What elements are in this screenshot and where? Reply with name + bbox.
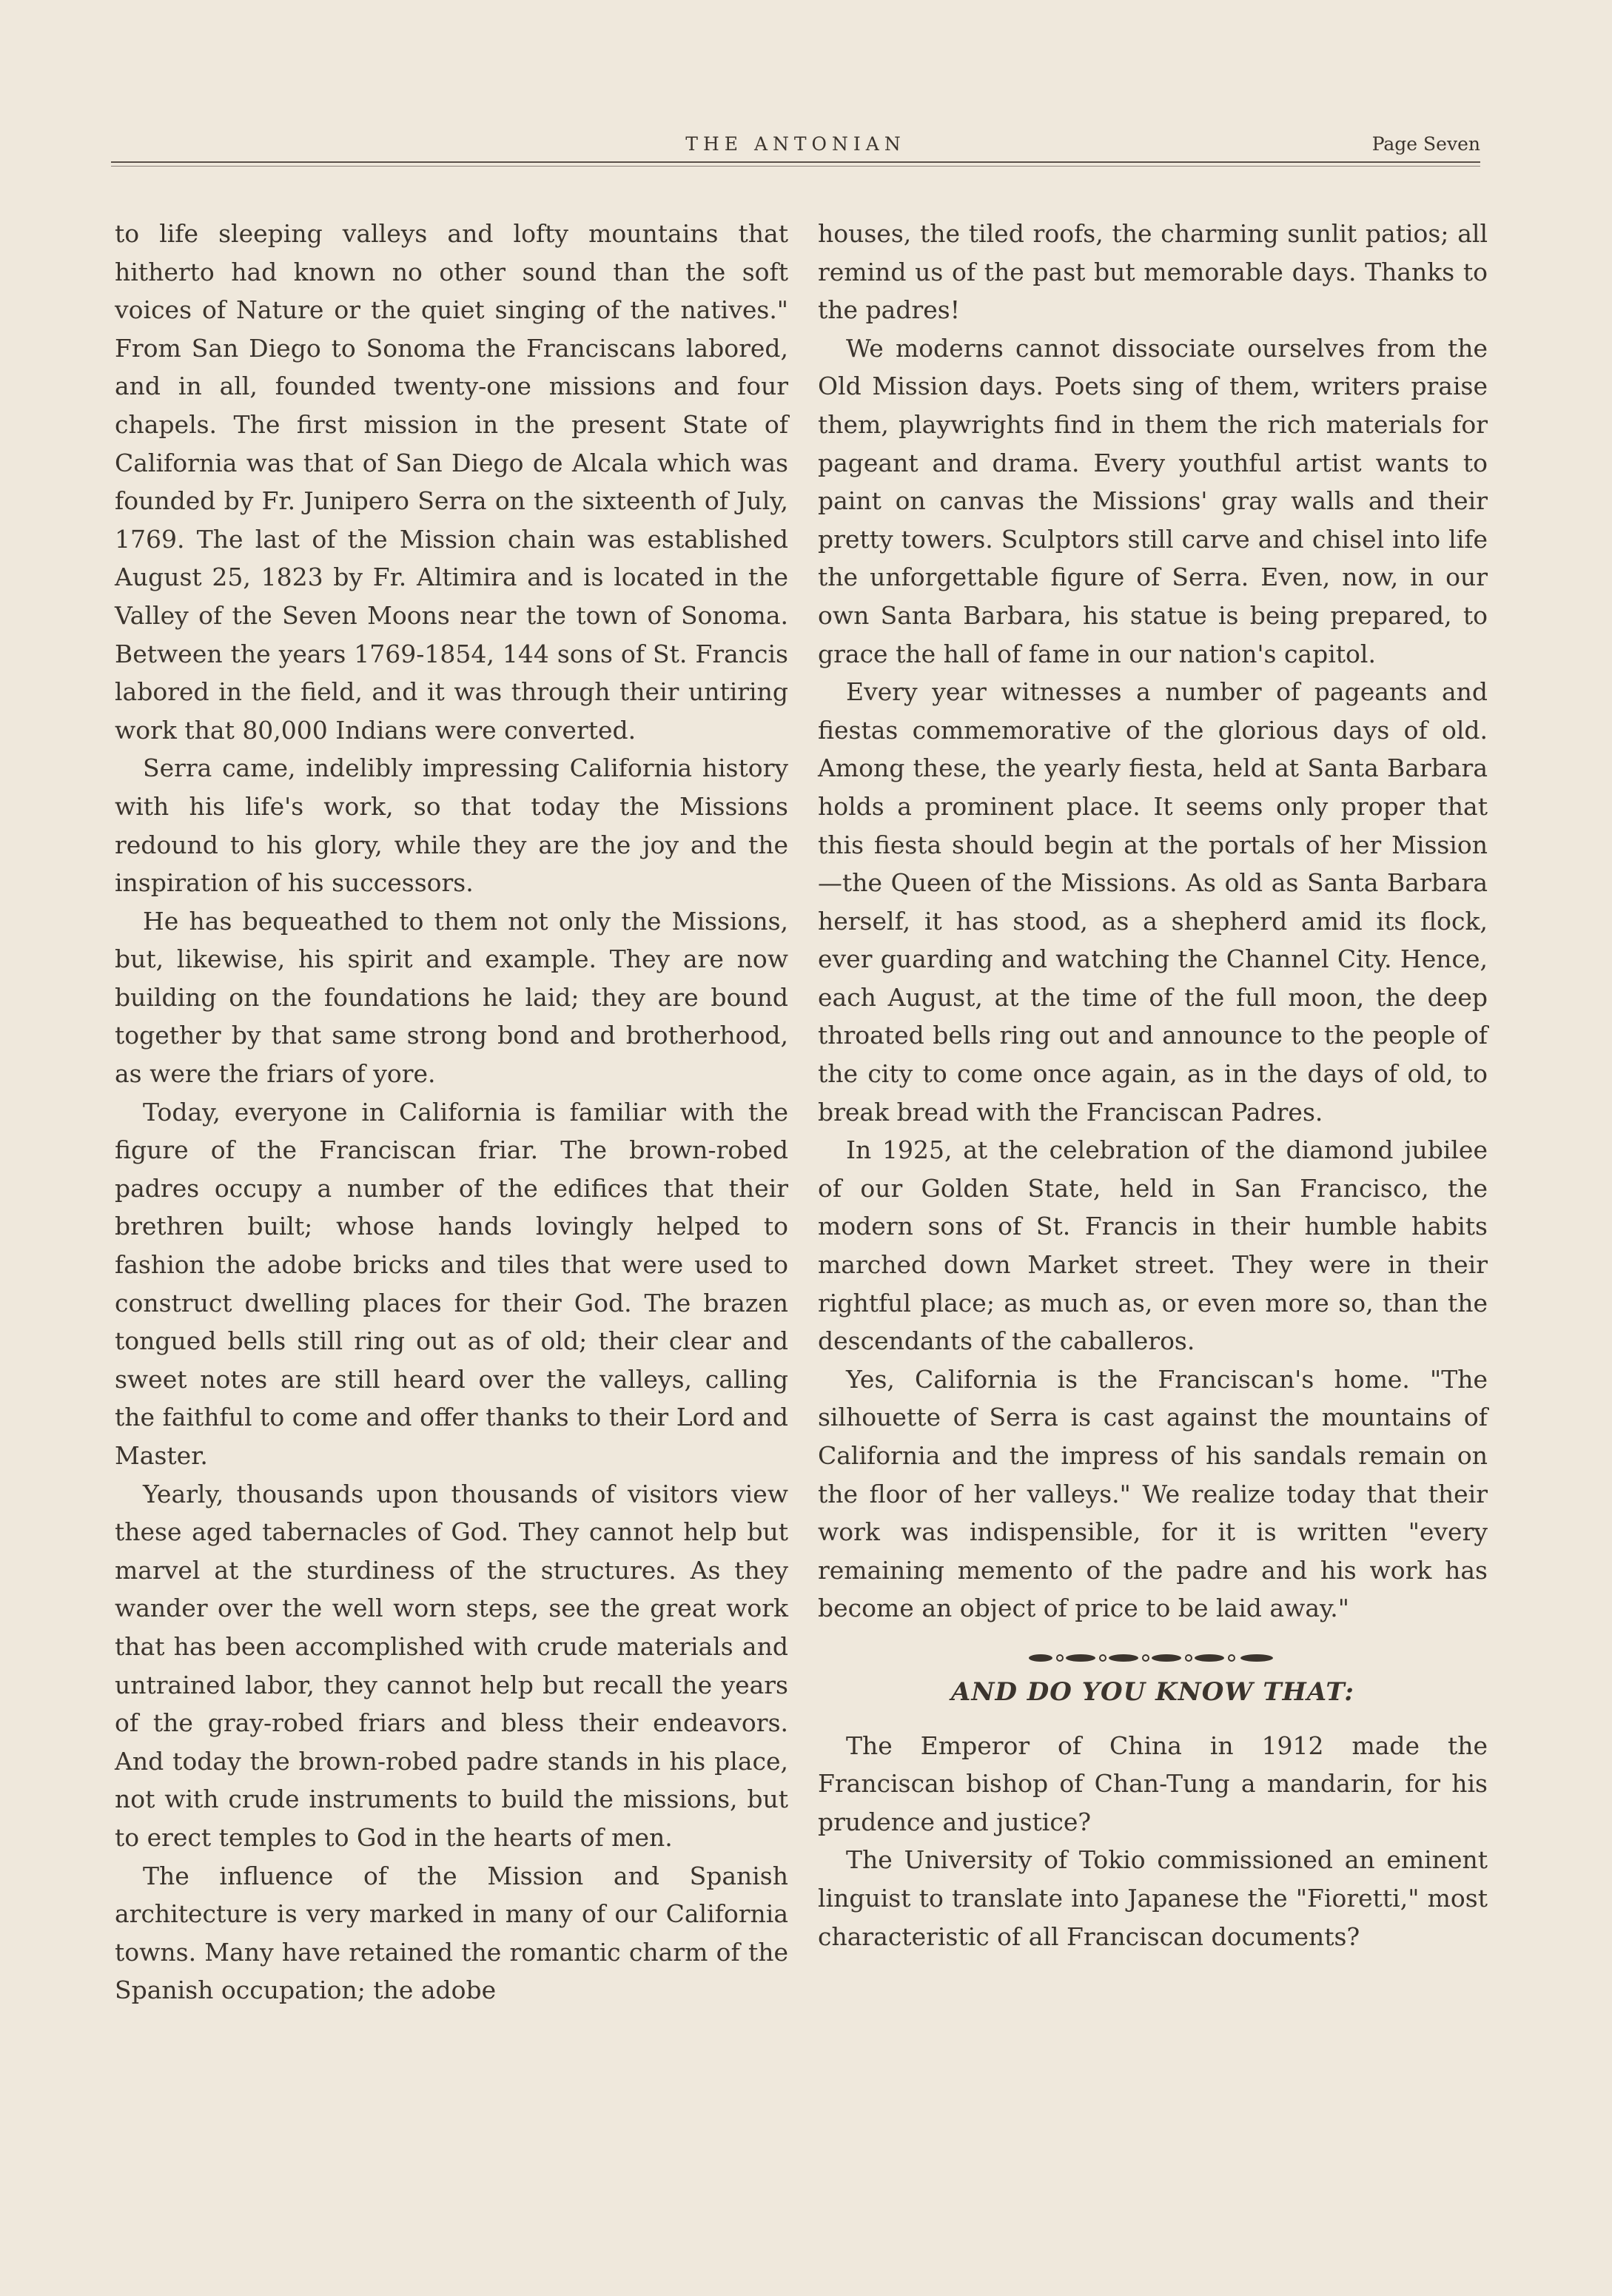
right-column bbox=[818, 215, 1488, 1956]
paragraph: houses, the tiled roofs, the charming sunlit patios; all remind us of the past but memorable days. Thanks to the padres! bbox=[818, 219, 1488, 325]
paragraph: Every year witnesses a number of pageants and fiestas commemorative of the glorious days of old. Among these, the yearly fiesta, held at Santa Barbara holds a prominent place. It seems only proper that this fiesta should begin at the portals of her Mission—the Queen of the Missions. As old as Santa Barbara herself, it has stood, as a shepherd amid its flock, ever guarding and watching the Channel City. Hence, each August, at the time of the full moon, the deep throated bells ring out and announce to the people of the city to come once again, as in the days of old, to break bread with the Franciscan Padres. bbox=[818, 677, 1488, 1127]
ornament-icon bbox=[1027, 1651, 1279, 1665]
page-header bbox=[111, 133, 1480, 163]
paragraph: He has bequeathed to them not only the Missions, but, likewise, his spirit and example. They are now building on the foundations he laid; they are bound together by that same strong bond and brotherhood, as were the friars of yore. bbox=[115, 906, 788, 1089]
header-rule bbox=[111, 161, 1480, 163]
page-number: Page Seven bbox=[1371, 133, 1480, 155]
paragraph: We moderns cannot dissociate ourselves from the Old Mission days. Poets sing of them, writers praise them, playwrights find in them the rich materials for pageant and drama. Every youthful artist wants to paint on canvas the Missions' gray walls and their pretty towers. Sculptors still carve and chisel into life the unforgettable figure of Serra. Even, now, in our own Santa Barbara, his statue is being prepared, to grace the hall of fame in our nation's capitol. bbox=[818, 333, 1488, 668]
sidebar-heading: AND DO YOU KNOW THAT: bbox=[951, 1676, 1354, 1707]
ornamental-divider bbox=[818, 1638, 1488, 1660]
paragraph: Today, everyone in California is familiar with the figure of the Franciscan friar. The brown-robed padres occupy a number of the edifices that their brethren built; whose hands lovingly helped to fashion the adobe bricks and tiles that were used to construct dwelling places for their God. The brazen tongued bells still ring out as of old; their clear and sweet notes are still heard over the valleys, calling the faithful to come and offer thanks to their Lord and Master. bbox=[115, 1097, 788, 1470]
left-column bbox=[115, 215, 788, 2010]
sidebar-item: The Emperor of China in 1912 made the Franciscan bishop of Chan-Tung a mandarin, for his prudence and justice? bbox=[818, 1731, 1488, 1836]
paragraph: Yes, California is the Franciscan's home. "The silhouette of Serra is cast against the mountains of California and the impress of his sandals remain on the floor of her valleys." We realize today that their work was indispensible, for it is written "every remaining memento of the padre and his work has become an object of price to be laid away." bbox=[818, 1364, 1488, 1623]
paragraph: to life sleeping valleys and lofty mountains that hitherto had known no other sound than the soft voices of Nature or the quiet singing of the natives." From San Diego to Sonoma the Franciscans labored, and in all, founded twenty-one missions and four chapels. The first mission in the present State of California was that of San Diego de Alcala which was founded by Fr. Junipero Serra on the sixteenth of July, 1769. The last of the Mission chain was established August 25, 1823 by Fr. Altimira and is located in the Valley of the Seven Moons near the town of Sonoma. Between the years 1769-1854, 144 sons of St. Francis labored in the field, and it was through their untiring work that 80,000 Indians were converted. bbox=[115, 219, 788, 745]
paragraph: Serra came, indelibly impressing California history with his life's work, so that today the Missions redound to his glory, while they are the joy and the inspiration of his successors. bbox=[115, 753, 788, 898]
publication-title: THE ANTONIAN bbox=[685, 133, 906, 155]
paragraph: In 1925, at the celebration of the diamond jubilee of our Golden State, held in San Francisco, the modern sons of St. Francis in their humble habits marched down Market street. They were in their rightful place; as much as, or even more so, than the descendants of the caballeros. bbox=[818, 1135, 1488, 1356]
paragraph: The influence of the Mission and Spanish architecture is very marked in many of our California towns. Many have retained the romantic charm of the Spanish occupation; the adobe bbox=[115, 1861, 788, 2005]
sidebar-item: The University of Tokio commissioned an eminent linguist to translate into Japanese the "Fioretti," most characteristic of all Franciscan documents? bbox=[818, 1845, 1488, 1951]
header-rule-thin bbox=[111, 166, 1480, 167]
paragraph: Yearly, thousands upon thousands of visitors view these aged tabernacles of God. They cannot help but marvel at the sturdiness of the structures. As they wander over the well worn steps, see the great work that has been accomplished with crude materials and untrained labor, they cannot help but recall the years of the gray-robed friars and bless their endeavors. And today the brown-robed padre stands in his place, not with crude instruments to build the missions, but to erect temples to God in the hearts of men. bbox=[115, 1479, 788, 1852]
